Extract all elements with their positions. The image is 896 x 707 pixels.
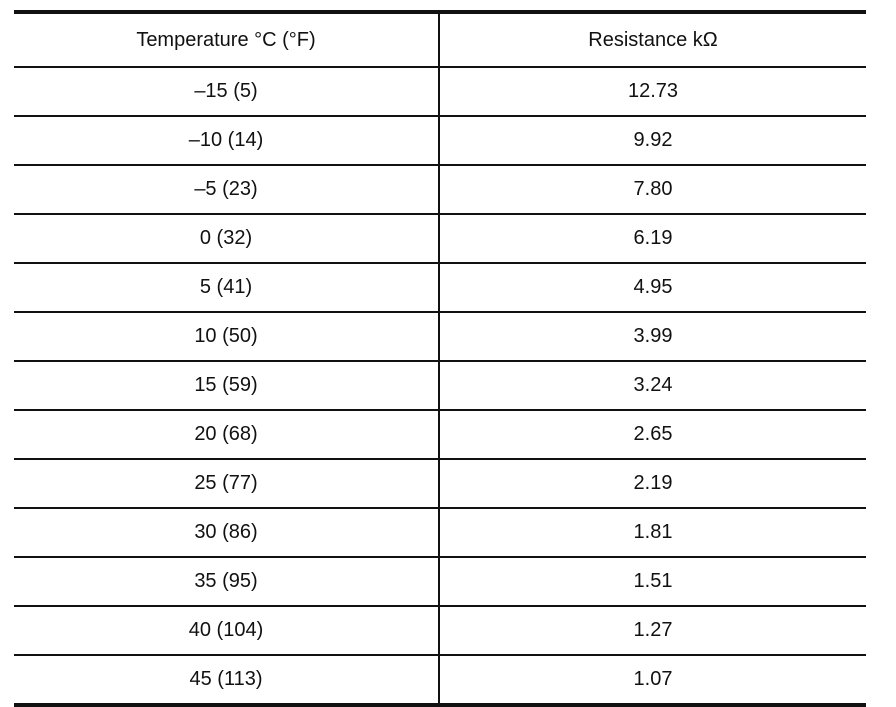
table-row <box>14 67 866 116</box>
temperature-cell: 0 (32) <box>14 214 439 263</box>
table-row <box>14 361 866 410</box>
table-row <box>14 214 866 263</box>
table-row <box>14 410 866 459</box>
resistance-cell: 2.19 <box>439 459 866 508</box>
temperature-column-header: Temperature °C (°F) <box>14 14 439 67</box>
table-header <box>14 14 866 67</box>
temperature-cell: 30 (86) <box>14 508 439 557</box>
table-row <box>14 508 866 557</box>
resistance-cell: 3.24 <box>439 361 866 410</box>
temperature-cell: 25 (77) <box>14 459 439 508</box>
table-row <box>14 606 866 655</box>
table-body <box>14 67 866 703</box>
temperature-cell: 40 (104) <box>14 606 439 655</box>
table-row <box>14 263 866 312</box>
resistance-cell: 7.80 <box>439 165 866 214</box>
table-row <box>14 655 866 703</box>
resistance-cell: 3.99 <box>439 312 866 361</box>
resistance-cell: 1.81 <box>439 508 866 557</box>
table-row <box>14 165 866 214</box>
resistance-cell: 2.65 <box>439 410 866 459</box>
table-row <box>14 312 866 361</box>
temperature-cell: 5 (41) <box>14 263 439 312</box>
temperature-cell: 45 (113) <box>14 655 439 703</box>
temperature-cell: 15 (59) <box>14 361 439 410</box>
temperature-cell: –5 (23) <box>14 165 439 214</box>
resistance-cell: 1.51 <box>439 557 866 606</box>
resistance-cell: 1.27 <box>439 606 866 655</box>
temperature-cell: 35 (95) <box>14 557 439 606</box>
temperature-resistance-table <box>14 14 866 703</box>
resistance-cell: 12.73 <box>627 80 679 102</box>
temperature-cell: 20 (68) <box>14 410 439 459</box>
table-row <box>14 116 866 165</box>
temperature-cell: –15 (5) <box>14 67 439 116</box>
table-row <box>14 557 866 606</box>
resistance-cell: 6.19 <box>439 214 866 263</box>
resistance-cell: 1.07 <box>439 655 866 703</box>
temperature-cell: 10 (50) <box>14 312 439 361</box>
resistance-cell: 4.95 <box>439 263 866 312</box>
header-row <box>14 14 866 67</box>
temperature-cell: –10 (14) <box>14 116 439 165</box>
resistance-column-header: Resistance kΩ <box>439 14 866 67</box>
temperature-resistance-table-wrapper <box>14 10 866 707</box>
resistance-cell: 9.92 <box>439 116 866 165</box>
table-row <box>14 459 866 508</box>
